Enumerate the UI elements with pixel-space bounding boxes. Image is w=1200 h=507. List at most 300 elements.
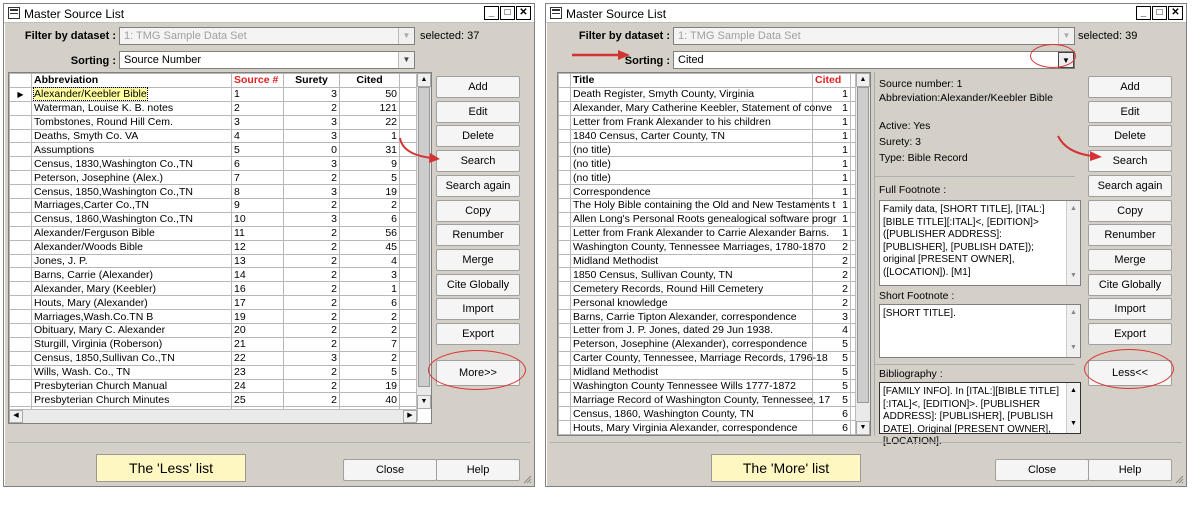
- cited-cell: 22: [340, 115, 400, 129]
- scroll-left-icon[interactable]: ◀: [9, 410, 23, 423]
- blank-cell: [400, 171, 418, 185]
- row-indicator: [10, 379, 32, 393]
- title-cell: Death Register, Smyth County, Virginia: [571, 87, 813, 101]
- column-header-blank: [400, 74, 418, 88]
- app-window-icon: [8, 7, 20, 19]
- table-row[interactable]: [10, 254, 418, 268]
- maximize-icon[interactable]: □: [500, 6, 515, 20]
- title-cell: Cemetery Records, Round Hill Cemetery: [571, 282, 813, 296]
- row-indicator: [559, 171, 571, 185]
- table-row[interactable]: [10, 199, 418, 213]
- table-row[interactable]: [10, 157, 418, 171]
- table-row[interactable]: [10, 115, 418, 129]
- row-indicator: [10, 365, 32, 379]
- table-row[interactable]: [10, 282, 418, 296]
- abbreviation-cell: [32, 157, 232, 171]
- cited-cell: 5: [813, 337, 851, 351]
- row-indicator: [559, 212, 571, 226]
- filter-label: Filter by dataset :: [24, 30, 116, 42]
- abbreviation-text: Peterson, Josephine (Alex.): [34, 171, 163, 184]
- source-number-cell: 12: [232, 240, 284, 254]
- table-row[interactable]: [10, 240, 418, 254]
- filter-dataset-select[interactable]: [119, 27, 415, 45]
- minimize-icon[interactable]: _: [484, 6, 499, 20]
- cited-cell: 2: [340, 310, 400, 324]
- title-cell: Washington County Tennessee Wills 1777-1872: [571, 379, 813, 393]
- resize-grip-icon[interactable]: [1174, 474, 1184, 484]
- cited-cell: 2: [813, 268, 851, 282]
- scroll-down-icon[interactable]: ▼: [1070, 344, 1077, 351]
- cited-cell: 6: [813, 421, 851, 435]
- surety-cell: 2: [284, 226, 340, 240]
- row-indicator: [559, 115, 571, 129]
- scroll-thumb[interactable]: [857, 87, 869, 403]
- source-number-cell: 16: [232, 282, 284, 296]
- title-cell: Letter from Frank Alexander to Carrie Alexander Barns.: [571, 226, 813, 240]
- search-button[interactable]: Search: [1088, 150, 1172, 172]
- surety-cell: 2: [284, 337, 340, 351]
- row-indicator: [559, 268, 571, 282]
- table-row[interactable]: [559, 324, 857, 338]
- filter-label: Filter by dataset :: [578, 30, 670, 42]
- surety-text: Surety: 3: [879, 136, 922, 148]
- copy-button[interactable]: Copy: [436, 200, 520, 222]
- table-row[interactable]: [10, 212, 418, 226]
- table-row[interactable]: [10, 365, 418, 379]
- surety-cell: 2: [284, 240, 340, 254]
- red-arrow-icon: [1054, 132, 1106, 162]
- row-indicator: [10, 212, 32, 226]
- cited-cell: 1: [813, 185, 851, 199]
- table-row[interactable]: [10, 351, 418, 365]
- table-row[interactable]: [10, 379, 418, 393]
- column-header-cited[interactable]: Cited: [340, 74, 400, 88]
- table-row[interactable]: [10, 337, 418, 351]
- table-row[interactable]: [559, 379, 857, 393]
- row-indicator: [559, 351, 571, 365]
- abbreviation-text: Jones, J. P.: [34, 255, 88, 268]
- row-indicator: [10, 185, 32, 199]
- blank-cell: [400, 115, 418, 129]
- cited-cell: 1: [340, 129, 400, 143]
- maximize-icon[interactable]: □: [1152, 6, 1167, 20]
- table-row[interactable]: [559, 296, 857, 310]
- row-indicator: [559, 87, 571, 101]
- full-footnote-text: Family data, [SHORT TITLE], [ITAL:][BIBLE TITLE][:ITAL]<, [EDITION]> ([PUBLISHER ADDRESS]: [PUBLISHER], [PUBLISH DATE]); original [PRESENT OWNER], ([LOCATION]). [M1]: [883, 204, 1045, 278]
- source-number-cell: 14: [232, 268, 284, 282]
- sorting-value: Source Number: [124, 54, 202, 66]
- abbreviation-text: Alexander/Keebler Bible: [34, 88, 147, 101]
- bibliography-textbox[interactable]: [879, 382, 1081, 434]
- more-button-highlight: [428, 350, 526, 390]
- blank-cell: [400, 185, 418, 199]
- abbreviation-cell: [32, 365, 232, 379]
- cited-cell: 1: [813, 199, 851, 213]
- copy-button[interactable]: Copy: [1088, 200, 1172, 222]
- row-indicator: [559, 185, 571, 199]
- blank-cell: [400, 324, 418, 338]
- abbreviation-text: Obituary, Mary C. Alexander: [34, 324, 166, 337]
- title-cell: Alexander, Mary Catherine Keebler, Statement of conve: [571, 101, 813, 115]
- search-button[interactable]: Search: [436, 150, 520, 172]
- surety-cell: 3: [284, 115, 340, 129]
- sorting-label: Sorting :: [70, 55, 116, 67]
- table-row[interactable]: [10, 393, 418, 407]
- table-row[interactable]: [559, 365, 857, 379]
- abbreviation-text: Presbyterian Church Manual: [34, 380, 168, 393]
- table-row[interactable]: [559, 143, 857, 157]
- renumber-button[interactable]: Renumber: [436, 224, 520, 246]
- filter-dataset-value: 1: TMG Sample Data Set: [678, 30, 801, 42]
- delete-button[interactable]: Delete: [1088, 125, 1172, 147]
- short-footnote-textbox[interactable]: [879, 304, 1081, 358]
- source-number-cell: 13: [232, 254, 284, 268]
- source-number-cell: 9: [232, 199, 284, 213]
- source-number-cell: 19: [232, 310, 284, 324]
- cited-cell: 5: [813, 365, 851, 379]
- table-row[interactable]: [559, 393, 857, 407]
- row-indicator: [10, 157, 32, 171]
- scroll-up-icon[interactable]: ▲: [1070, 309, 1077, 316]
- table-row[interactable]: [559, 115, 857, 129]
- source-number-cell: 21: [232, 337, 284, 351]
- cited-cell: 1: [813, 143, 851, 157]
- source-number-cell: 25: [232, 393, 284, 407]
- table-row[interactable]: [559, 157, 857, 171]
- table-row[interactable]: [10, 226, 418, 240]
- edit-button[interactable]: Edit: [1088, 101, 1172, 123]
- row-indicator: [559, 282, 571, 296]
- scroll-thumb[interactable]: [418, 87, 430, 387]
- title-bar[interactable]: [4, 4, 534, 23]
- source-number-cell: 7: [232, 171, 284, 185]
- abbreviation-cell: [32, 115, 232, 129]
- cited-cell: 45: [340, 240, 400, 254]
- surety-cell: 2: [284, 379, 340, 393]
- add-button[interactable]: Add: [436, 76, 520, 98]
- row-indicator: [559, 143, 571, 157]
- chevron-down-icon[interactable]: ▼: [1058, 52, 1074, 68]
- blank-cell: [400, 101, 418, 115]
- full-footnote-textbox[interactable]: [879, 200, 1081, 286]
- abbreviation-text: Waterman, Louise K. B. notes: [34, 102, 174, 115]
- title-cell: Peterson, Josephine (Alexander), correspondence: [571, 337, 813, 351]
- abbreviation-cell: [32, 129, 232, 143]
- table-row[interactable]: [10, 185, 418, 199]
- title-cell: Personal knowledge: [571, 296, 813, 310]
- export-button[interactable]: Export: [1088, 323, 1172, 345]
- bibliography-text: [FAMILY INFO]. In [ITAL:][BIBLE TITLE][:ITAL]<, [EDITION]>. [PUBLISHER ADDRESS]: [PUBLISHER], [PUBLISH DATE]. Original [PRESENT OWNER],: [883, 386, 1059, 435]
- type-text: Type: Bible Record: [879, 152, 968, 164]
- cited-cell: 4: [340, 254, 400, 268]
- source-number-cell: 24: [232, 379, 284, 393]
- cited-cell: 4: [813, 324, 851, 338]
- cited-cell: 56: [340, 226, 400, 240]
- filter-dataset-select[interactable]: [673, 27, 1075, 45]
- row-indicator: [559, 310, 571, 324]
- chevron-down-icon: ▼: [398, 52, 414, 68]
- surety-cell: 3: [284, 212, 340, 226]
- scroll-down-icon[interactable]: ▼: [417, 395, 431, 409]
- abbreviation-text: Assumptions: [34, 143, 95, 156]
- surety-cell: 2: [284, 296, 340, 310]
- abbreviation-cell: [32, 310, 232, 324]
- abbreviation-text: Deaths, Smyth Co. VA: [34, 130, 139, 142]
- row-indicator: [10, 115, 32, 129]
- abbreviation-cell: [32, 185, 232, 199]
- sorting-label: Sorting :: [624, 55, 670, 67]
- table-row[interactable]: [10, 324, 418, 338]
- surety-cell: 2: [284, 324, 340, 338]
- close-icon[interactable]: ✕: [1168, 6, 1183, 20]
- surety-cell: 3: [284, 185, 340, 199]
- row-indicator: [559, 240, 571, 254]
- scroll-down-icon[interactable]: ▼: [1070, 272, 1077, 279]
- search-again-button[interactable]: Search again: [436, 175, 520, 197]
- red-arrow-icon: [570, 48, 632, 62]
- merge-button[interactable]: Merge: [1088, 249, 1172, 271]
- column-header-cited[interactable]: Cited: [813, 74, 851, 88]
- cite-globally-button[interactable]: Cite Globally: [436, 274, 520, 296]
- import-button[interactable]: Import: [1088, 298, 1172, 320]
- cite-globally-button[interactable]: Cite Globally: [1088, 274, 1172, 296]
- row-indicator: [559, 296, 571, 310]
- source-number-text: Source number: 1: [879, 78, 963, 90]
- abbreviation-cell: [32, 254, 232, 268]
- active-text: Active: Yes: [879, 120, 931, 132]
- source-list-grid[interactable]: [8, 72, 432, 424]
- cited-cell: 2: [340, 324, 400, 338]
- abbreviation-cell: [32, 268, 232, 282]
- title-cell: Houts, Mary Virginia Alexander, correspondence: [571, 421, 813, 435]
- scroll-up-icon[interactable]: ▲: [856, 73, 870, 87]
- abbreviation-cell: [32, 393, 232, 407]
- cited-cell: 1: [813, 226, 851, 240]
- grid-vertical-scrollbar[interactable]: [855, 73, 870, 435]
- window-title: Master Source List: [566, 7, 667, 21]
- abbreviation-cell: [32, 337, 232, 351]
- row-indicator: [559, 324, 571, 338]
- row-indicator: [10, 282, 32, 296]
- import-button[interactable]: Import: [436, 298, 520, 320]
- abbreviation-cell: [32, 171, 232, 185]
- row-indicator: [10, 310, 32, 324]
- abbreviation-text: Marriages,Wash.Co.TN B: [34, 310, 154, 323]
- table-row[interactable]: [10, 310, 418, 324]
- table-row[interactable]: [559, 129, 857, 143]
- surety-cell: 2: [284, 101, 340, 115]
- table-row[interactable]: [559, 226, 857, 240]
- table-row[interactable]: [559, 351, 857, 365]
- scroll-up-icon[interactable]: ▲: [1070, 205, 1077, 212]
- sorting-select[interactable]: [119, 51, 415, 69]
- source-number-cell: 1: [232, 87, 284, 101]
- close-button[interactable]: Close: [995, 459, 1089, 481]
- title-cell: (no title): [571, 157, 813, 171]
- less-button[interactable]: Less<<: [1088, 360, 1172, 386]
- sorting-select[interactable]: [673, 51, 1075, 69]
- blank-cell: [400, 282, 418, 296]
- table-row[interactable]: [559, 310, 857, 324]
- abbreviation-cell: [32, 282, 232, 296]
- table-row[interactable]: [559, 212, 857, 226]
- table-row[interactable]: [559, 185, 857, 199]
- column-header-source-number[interactable]: Source #: [232, 74, 284, 88]
- textbox-scrollbar[interactable]: [1066, 383, 1080, 433]
- source-details-panel: [874, 72, 1084, 436]
- cited-cell: 1: [813, 101, 851, 115]
- table-row[interactable]: [559, 282, 857, 296]
- scroll-up-icon[interactable]: ▲: [1070, 387, 1077, 394]
- table-row[interactable]: [10, 101, 418, 115]
- chevron-down-icon: ▼: [1058, 28, 1074, 44]
- grid-vertical-scrollbar[interactable]: [416, 73, 431, 409]
- row-indicator: [10, 337, 32, 351]
- row-indicator: [10, 393, 32, 407]
- textbox-scrollbar[interactable]: [1066, 305, 1080, 357]
- surety-cell: 2: [284, 282, 340, 296]
- footer-divider: [550, 442, 1182, 443]
- abbreviation-cell: [32, 101, 232, 115]
- title-bar[interactable]: [546, 4, 1186, 23]
- row-indicator: [559, 157, 571, 171]
- abbreviation-text: Alexander, Mary (Keebler): [34, 282, 156, 295]
- table-row[interactable]: [559, 337, 857, 351]
- renumber-button[interactable]: Renumber: [1088, 224, 1172, 246]
- row-indicator: [559, 365, 571, 379]
- export-button[interactable]: Export: [436, 323, 520, 345]
- edit-button[interactable]: Edit: [436, 101, 520, 123]
- title-cell: 1840 Census, Carter County, TN: [571, 129, 813, 143]
- title-cell: 1850 Census, Sullivan County, TN: [571, 268, 813, 282]
- cited-cell: 5: [813, 379, 851, 393]
- table-row[interactable]: [10, 171, 418, 185]
- row-indicator: [559, 129, 571, 143]
- table-row[interactable]: [10, 87, 418, 101]
- abbreviation-text: Tombstones, Round Hill Cem.: [34, 116, 173, 129]
- blank-cell: [400, 199, 418, 213]
- column-header-surety[interactable]: Surety: [284, 74, 340, 88]
- table-row[interactable]: [559, 171, 857, 185]
- row-indicator: [10, 129, 32, 143]
- row-indicator: [559, 407, 571, 421]
- surety-cell: 0: [284, 143, 340, 157]
- merge-button[interactable]: Merge: [436, 249, 520, 271]
- cited-cell: 40: [340, 393, 400, 407]
- abbreviation-cell: [32, 379, 232, 393]
- bibliography-label: Bibliography :: [879, 368, 943, 380]
- table-row[interactable]: [559, 87, 857, 101]
- help-button[interactable]: Help: [1088, 459, 1172, 481]
- source-number-cell: 23: [232, 365, 284, 379]
- table-row[interactable]: [559, 101, 857, 115]
- source-number-cell: 2: [232, 101, 284, 115]
- cited-cell: 31: [340, 143, 400, 157]
- row-indicator: [559, 421, 571, 435]
- scroll-up-icon[interactable]: ▲: [417, 73, 431, 87]
- source-number-cell: 8: [232, 185, 284, 199]
- source-list-grid[interactable]: [557, 72, 871, 436]
- table-row[interactable]: [559, 268, 857, 282]
- row-indicator: [10, 101, 32, 115]
- abbreviation-text: Census, 1860,Washington Co.,TN: [34, 213, 193, 226]
- scroll-down-icon[interactable]: ▼: [856, 421, 870, 435]
- cited-cell: 3: [813, 310, 851, 324]
- row-indicator: [559, 226, 571, 240]
- scroll-right-icon[interactable]: ▶: [403, 410, 417, 423]
- less-button-highlight: [1084, 349, 1174, 389]
- close-icon[interactable]: ✕: [516, 6, 531, 20]
- cited-cell: 2: [813, 296, 851, 310]
- app-window-icon: [550, 7, 562, 19]
- more-button[interactable]: More>>: [436, 360, 520, 386]
- table-row[interactable]: [559, 240, 857, 254]
- row-indicator: [10, 254, 32, 268]
- row-indicator: [10, 226, 32, 240]
- close-button[interactable]: Close: [343, 459, 437, 481]
- table-row[interactable]: [10, 296, 418, 310]
- cited-cell: 5: [340, 365, 400, 379]
- table-row[interactable]: [559, 407, 857, 421]
- cited-cell: 2: [813, 240, 851, 254]
- sorting-value: Cited: [678, 54, 704, 66]
- cited-cell: 50: [340, 87, 400, 101]
- table-row[interactable]: [559, 254, 857, 268]
- source-number-cell: 17: [232, 296, 284, 310]
- section-divider: [875, 364, 1075, 365]
- grid-horizontal-scrollbar[interactable]: [9, 409, 417, 423]
- row-indicator: [559, 199, 571, 213]
- row-indicator: [10, 171, 32, 185]
- source-number-cell: 10: [232, 212, 284, 226]
- abbreviation-cell: [32, 240, 232, 254]
- cited-cell: 6: [340, 296, 400, 310]
- table-row[interactable]: [10, 129, 418, 143]
- resize-grip-icon[interactable]: [522, 474, 532, 484]
- blank-cell: [400, 87, 418, 101]
- title-cell: Letter from J. P. Jones, dated 29 Jun 1938.: [571, 324, 813, 338]
- table-row[interactable]: [559, 421, 857, 435]
- cited-cell: 2: [340, 199, 400, 213]
- minimize-icon[interactable]: _: [1136, 6, 1151, 20]
- record-pointer-icon: ▶: [10, 87, 32, 101]
- cited-cell: 2: [340, 351, 400, 365]
- footer-divider: [8, 442, 530, 443]
- blank-cell: [400, 379, 418, 393]
- column-header-abbreviation[interactable]: Abbreviation: [32, 74, 232, 88]
- table-row[interactable]: [559, 199, 857, 213]
- scroll-down-icon[interactable]: ▼: [1070, 420, 1077, 427]
- delete-button[interactable]: Delete: [436, 125, 520, 147]
- column-header-title[interactable]: Title: [571, 74, 813, 88]
- surety-cell: 2: [284, 268, 340, 282]
- surety-cell: 3: [284, 87, 340, 101]
- blank-cell: [400, 351, 418, 365]
- help-button[interactable]: Help: [436, 459, 520, 481]
- search-again-button[interactable]: Search again: [1088, 175, 1172, 197]
- row-indicator: [10, 351, 32, 365]
- cited-cell: 7: [340, 337, 400, 351]
- blank-cell: [400, 365, 418, 379]
- table-row[interactable]: [10, 143, 418, 157]
- blank-cell: [400, 240, 418, 254]
- textbox-scrollbar[interactable]: [1066, 201, 1080, 285]
- row-indicator: [10, 143, 32, 157]
- abbreviation-text: Sturgill, Virginia (Roberson): [34, 338, 163, 351]
- add-button[interactable]: Add: [1088, 76, 1172, 98]
- table-row[interactable]: [10, 268, 418, 282]
- abbreviation-text: Census, 1850,Sullivan Co.,TN: [34, 352, 175, 365]
